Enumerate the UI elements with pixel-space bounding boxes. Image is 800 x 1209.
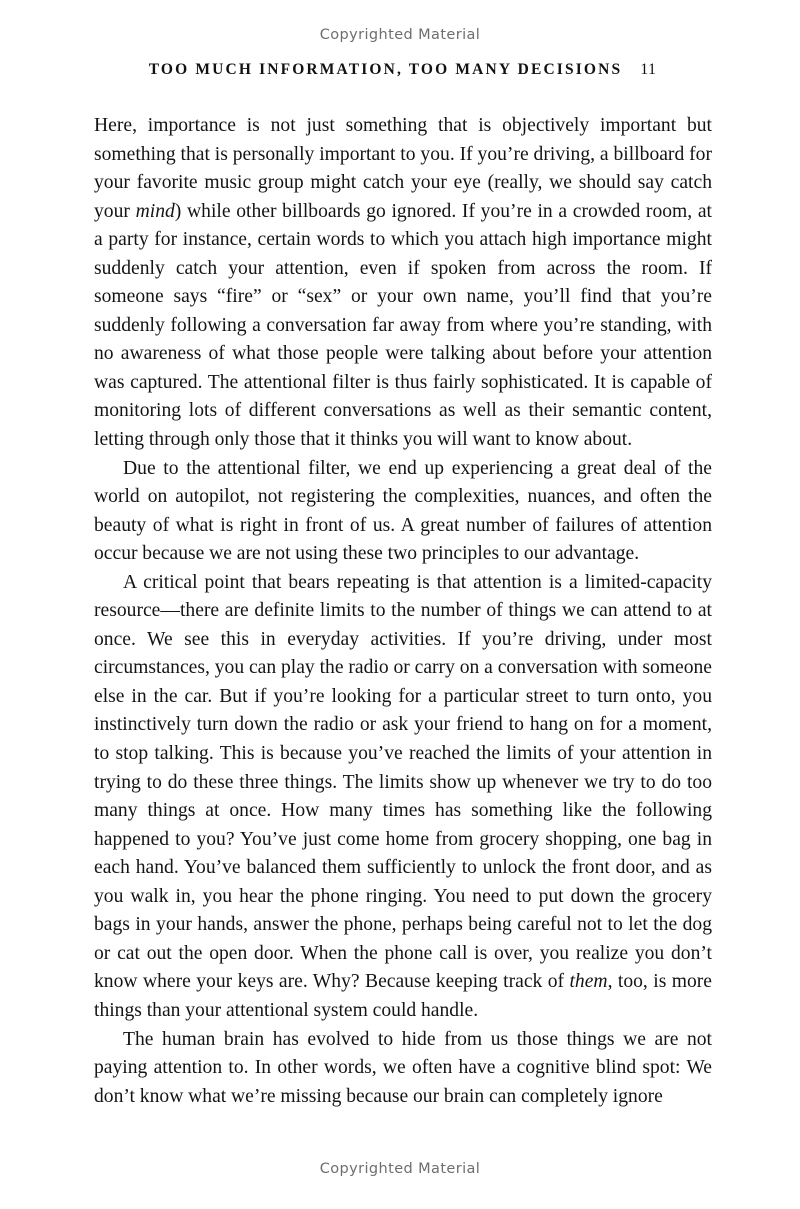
paragraph-1: Here, importance is not just something that is objectively important but something that is personally important to you. If you’re driving, a billboard for your favorite music group might catch your eye (really, we should say catch your mind) while other billboards go ignored. If you’re in a crowded room, at a party for instance, certain words to which you attach high importance might suddenly catch your attention, even if spoken from across the room. If someone says “fire” or “sex” or your own name, you’ll find that you’re suddenly following a conversation far away from where you’re standing, with no awareness of what those people were talking about before your attention was captured. The attentional filter is thus fairly sophisticated. It is capable of monitoring lots of different conversations as well as their semantic content, letting through only those that it thinks you will want to know about. [94, 115, 712, 451]
body-text-column [94, 112, 712, 1111]
paragraph-4: The human brain has evolved to hide from us those things we are not paying attention to. In other words, we often have a cognitive blind spot: We don’t know what we’re missing because our brain can completely ignore [94, 1028, 712, 1107]
page-number: 11 [640, 61, 657, 78]
copyright-watermark-top: Copyrighted Material [319, 27, 481, 43]
paragraph-3: A critical point that bears repeating is that attention is a limited-capacity resource—there are definite limits to the number of things we can attend to at once. We see this in everyday activities. If you’re driving, under most circumstances, you can play the radio or carry on a conversation with someone else in the car. But if you’re looking for a particular street to turn onto, you instinctively turn down the radio or ask your friend to hang on for a moment, to stop talking. This is because you’ve reached the limits of your attention in trying to do these three things. The limits show up whenever we try to do too many things at once. How many times has something like the following happened to you? You’ve just come home from grocery shopping, one bag in each hand. You’ve balanced them sufficiently to unlock the front door, and as you walk in, you hear the phone ringing. You need to put down the grocery bags in your hands, answer the phone, perhaps being careful not to let the dog or cat out the open door. When the phone call is over, you realize you don’t know where your keys are. Why? Because keeping track of them, too, is more things than your attentional system could handle. [94, 571, 713, 1021]
running-head-title: TOO MUCH INFORMATION, TOO MANY DECISIONS [148, 61, 623, 78]
paragraph-2: Due to the attentional filter, we end up experiencing a great deal of the world on autopilot, not registering the complexities, nuances, and often the beauty of what is right in front of us. A great number of failures of attention occur because we are not using these two principles to our advantage. [94, 457, 712, 565]
copyright-watermark-bottom: Copyrighted Material [319, 1161, 481, 1177]
running-head [94, 61, 711, 79]
